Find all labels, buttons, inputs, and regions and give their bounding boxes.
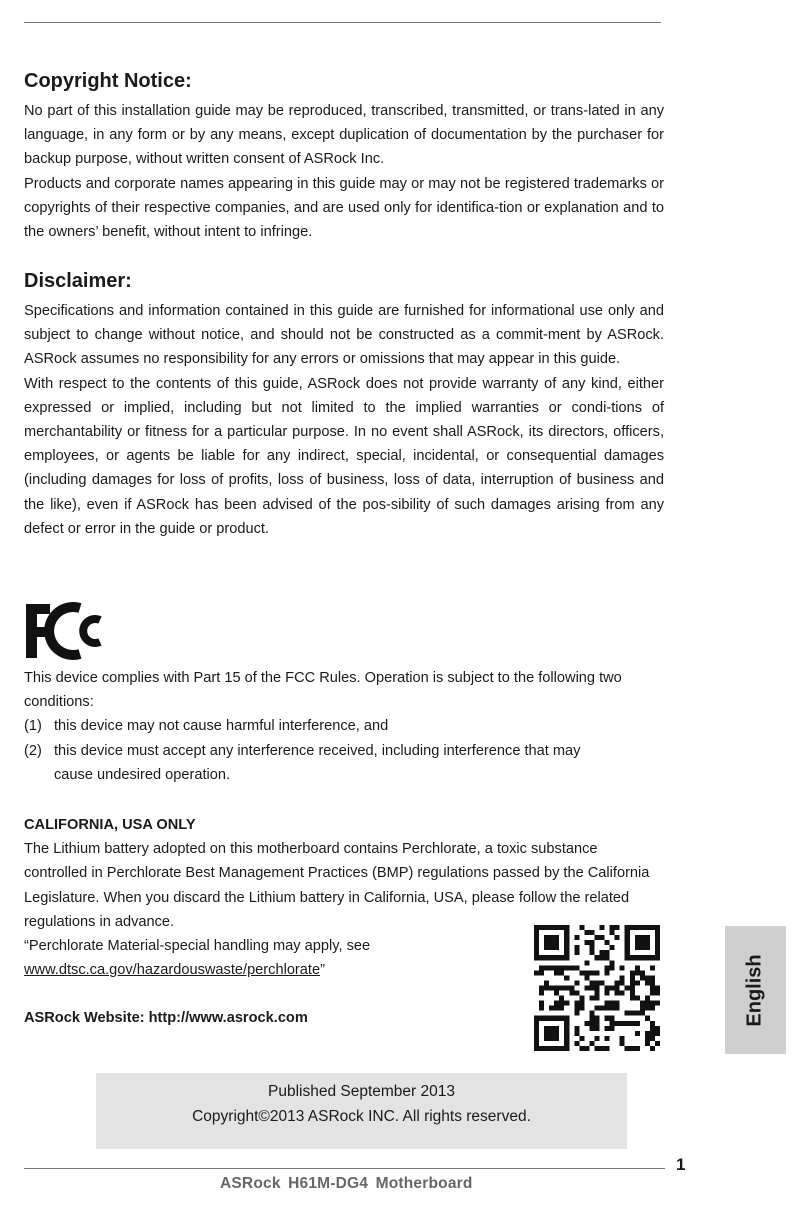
copyright-heading: Copyright Notice: [24, 70, 192, 92]
perchlorate-link[interactable]: www.dtsc.ca.gov/hazardouswaste/perchlorate [24, 962, 321, 979]
language-tab [725, 926, 786, 1054]
disclaimer-paragraph-1: Specifications and information contained in this guide are furnished for informational use only and subject to change without notice, and should not be constructed as a commit-ment by ASRock. ASRock assumes no responsibility for any errors or omissions that may appear in this guide. [24, 303, 664, 368]
disclaimer-section [24, 299, 664, 541]
disclaimer-paragraph-2: With respect to the contents of this guide, ASRock does not provide warranty of any kind, either expressed or implied, including but not limited to the implied warranties or condi-tions of merchantability or fitness for a particular purpose. In no event shall ASRock, its directors, officers, employees, or agents be liable for any indirect, special, incidental, or consequential damages (including damages for loss of profits, loss of business, loss of data, interruption of business and the like), even if ASRock has been advised of the pos-sibility of such damages arising from any defect or error in the guide or product. [24, 375, 664, 537]
quote-close: ” [320, 962, 325, 979]
california-body: The Lithium battery adopted on this motherboard contains Perchlorate, a toxic substance controlled in Perchlorate Best Management Practices (BMP) regulations passed by the California Legislature. When you discard the Lithium battery in California, USA, please follow the related regulations in advance. [24, 841, 650, 930]
copyright-section [24, 99, 664, 244]
copyright-line: Copyright©2013 ASRock INC. All rights reserved. [192, 1108, 531, 1125]
fcc-logo-icon [24, 602, 106, 660]
condition-text: this device may not cause harmful interference, and [54, 718, 389, 735]
fcc-condition-1 [24, 714, 664, 738]
top-divider [24, 22, 661, 23]
fcc-intro: This device complies with Part 15 of the FCC Rules. Operation is subject to the following two conditions: [24, 670, 622, 711]
published-date: Published September 2013 [268, 1083, 455, 1100]
language-tab-label: English [744, 953, 767, 1027]
website-line: ASRock Website: http://www.asrock.com [24, 1010, 308, 1026]
fcc-section [24, 666, 664, 787]
california-heading: CALIFORNIA, USA ONLY [24, 817, 196, 833]
fcc-condition-2 [24, 739, 664, 787]
disclaimer-heading: Disclaimer: [24, 270, 132, 292]
publication-box [96, 1073, 627, 1149]
condition-number: (1) [24, 718, 42, 735]
copyright-paragraph-1: No part of this installation guide may be reproduced, transcribed, transmitted, or trans-lated in any language, in any form or by any means, except duplication of documentation by the purchaser for backup purpose, without written consent of ASRock Inc. [24, 103, 664, 168]
condition-text: this device must accept any interference received, including interference that may cause undesired operation. [54, 742, 581, 783]
perchlorate-quote: “Perchlorate Material-special handling may apply, see [24, 938, 371, 955]
page-number: 1 [676, 1155, 686, 1174]
copyright-paragraph-2: Products and corporate names appearing in this guide may or may not be registered trademarks or copyrights of their respective companies, and are used only for identifica-tion or explanation and to the owners’ benefit, without intent to infringe. [24, 175, 664, 241]
footer-title: ASRock H61M-DG4 Motherboard [220, 1175, 473, 1192]
qr-code-icon [534, 925, 660, 1051]
bottom-divider [24, 1168, 665, 1169]
condition-number: (2) [24, 742, 42, 759]
